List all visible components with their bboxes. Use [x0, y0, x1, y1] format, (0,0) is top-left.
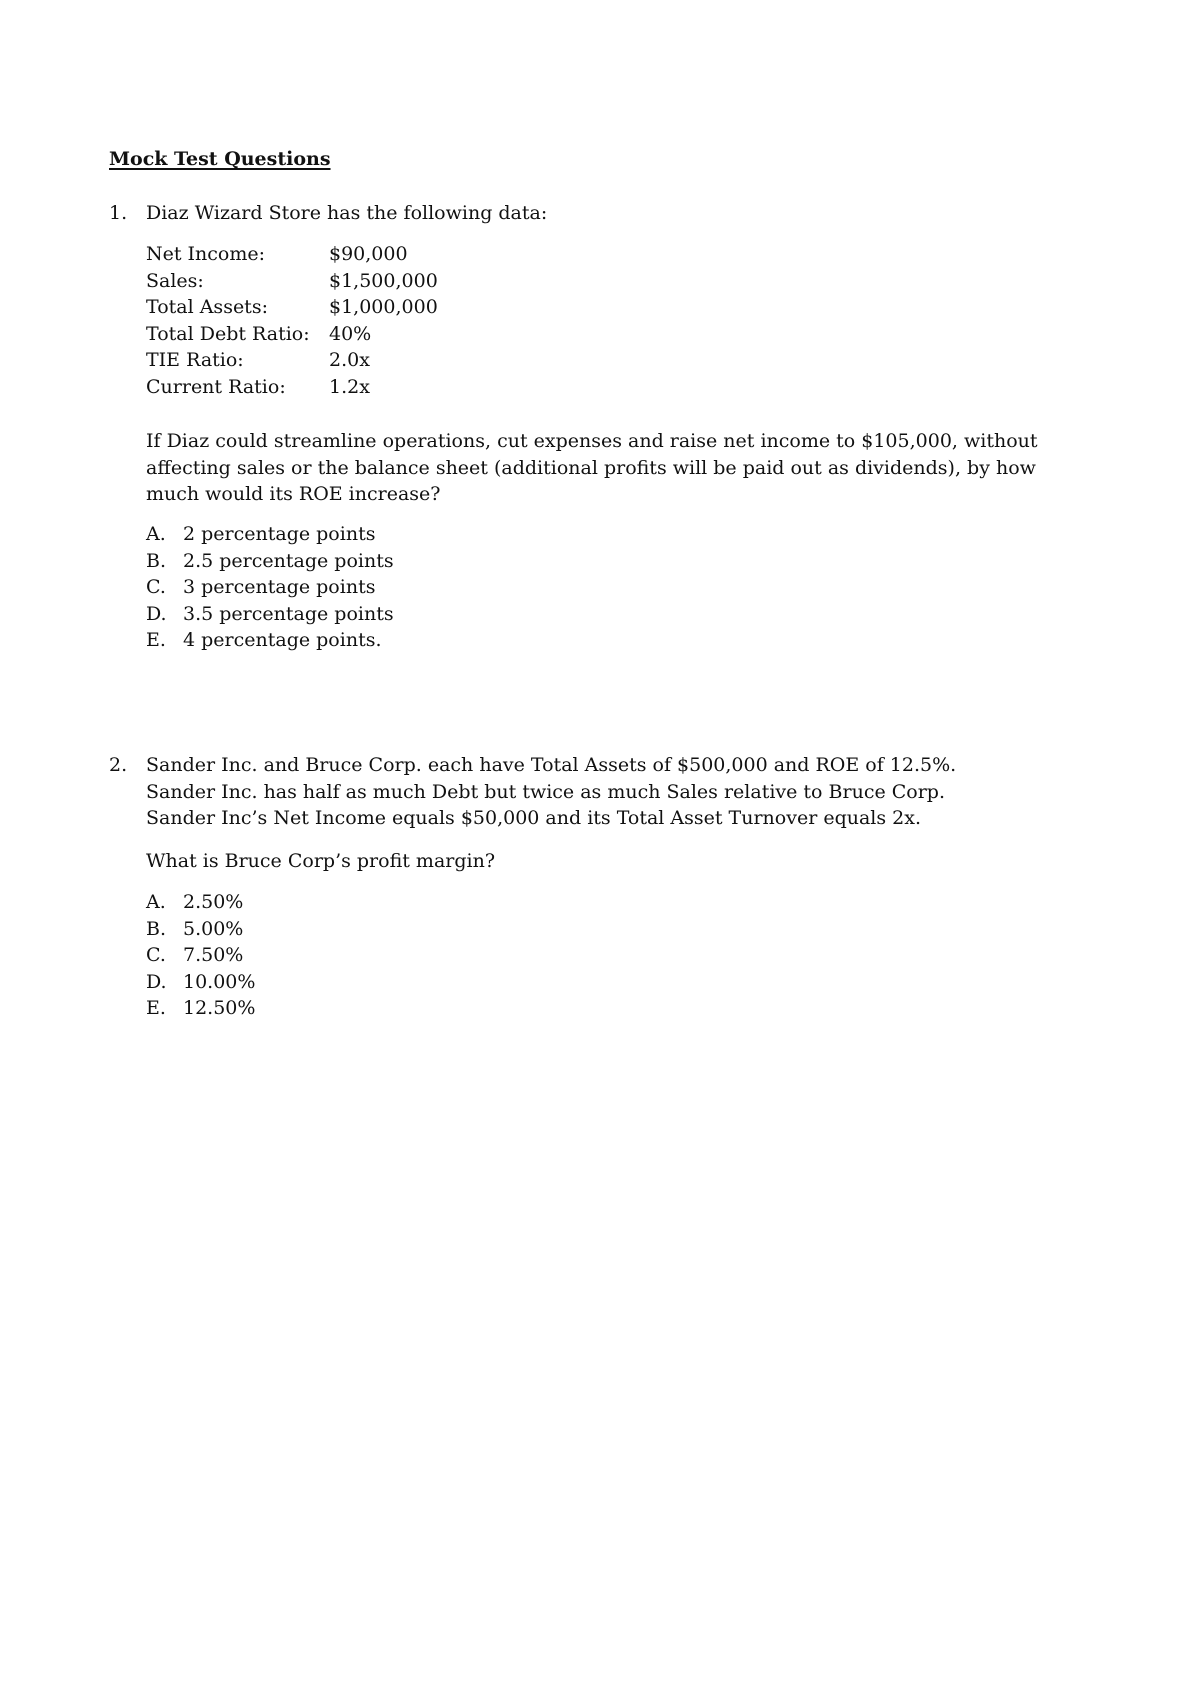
option-letter: B.: [146, 549, 167, 572]
option-text: 2.50%: [183, 891, 244, 913]
option-letter: A.: [146, 523, 166, 545]
option-letter: D.: [146, 970, 167, 993]
question-1-data-table: [146, 241, 1106, 400]
question-2-line: Sander Inc’s Net Income equals $50,000 and its Total Asset Turnover equals 2x.: [146, 807, 922, 829]
option-letter: C.: [146, 944, 166, 966]
question-1-number: 1.: [109, 202, 128, 224]
question-1: [146, 200, 1106, 227]
data-label: Sales:: [146, 269, 204, 292]
answer-option[interactable]: [146, 601, 1106, 628]
option-text: 2 percentage points: [183, 523, 376, 545]
answer-option[interactable]: [146, 521, 1106, 548]
data-label: Total Debt Ratio:: [146, 322, 310, 345]
question-1-intro: Diaz Wizard Store has the following data:: [146, 202, 548, 224]
answer-option[interactable]: [146, 627, 1106, 654]
answer-option[interactable]: [146, 916, 1106, 943]
data-label: Total Assets:: [146, 296, 268, 318]
data-label: Current Ratio:: [146, 375, 286, 398]
answer-option[interactable]: [146, 889, 1106, 916]
answer-option[interactable]: [146, 548, 1106, 575]
data-row: [146, 347, 1106, 374]
question-1-prompt: [146, 428, 1106, 508]
question-2-number: 2.: [109, 754, 128, 776]
option-text: 10.00%: [183, 970, 256, 993]
data-value: $90,000: [329, 243, 408, 265]
question-2-line: Sander Inc. has half as much Debt but twice as much Sales relative to Bruce Corp.: [146, 780, 946, 803]
answer-option[interactable]: [146, 995, 1106, 1022]
option-text: 7.50%: [183, 944, 244, 966]
data-value: $1,500,000: [329, 269, 438, 292]
data-row: [146, 374, 1106, 401]
answer-option[interactable]: [146, 942, 1106, 969]
answer-option[interactable]: [146, 574, 1106, 601]
question-2-prompt: [146, 848, 1106, 875]
option-letter: B.: [146, 917, 167, 940]
data-value: $1,000,000: [329, 296, 438, 318]
option-text: 12.50%: [183, 997, 256, 1019]
option-letter: E.: [146, 629, 166, 651]
data-value: 2.0x: [329, 349, 370, 371]
option-text: 2.5 percentage points: [183, 549, 394, 572]
question-2-text: What is Bruce Corp’s profit margin?: [146, 850, 496, 872]
data-row: [146, 241, 1106, 268]
question-1-text: If Diaz could streamline operations, cut expenses and raise net income to $105,000, without affecting sales or the balance sheet (additional profits will be paid out as dividends), by how much would its ROE increase?: [146, 430, 1038, 505]
option-text: 4 percentage points.: [183, 629, 382, 651]
option-letter: A.: [146, 891, 166, 913]
option-text: 3.5 percentage points: [183, 602, 394, 625]
data-row: [146, 268, 1106, 295]
data-row: [146, 321, 1106, 348]
option-text: 3 percentage points: [183, 576, 376, 598]
data-row: [146, 294, 1106, 321]
data-value: 40%: [329, 322, 372, 345]
data-value: 1.2x: [329, 375, 370, 398]
question-1-options: [146, 521, 1106, 654]
data-label: TIE Ratio:: [146, 349, 244, 371]
option-letter: E.: [146, 997, 166, 1019]
page-title: Mock Test Questions: [109, 148, 331, 170]
option-text: 5.00%: [183, 917, 244, 940]
question-2: [146, 752, 1106, 832]
option-letter: D.: [146, 602, 167, 625]
data-label: Net Income:: [146, 243, 266, 265]
option-letter: C.: [146, 576, 166, 598]
question-2-line: Sander Inc. and Bruce Corp. each have Total Assets of $500,000 and ROE of 12.5%.: [146, 754, 957, 776]
question-2-options: [146, 889, 1106, 1022]
answer-option[interactable]: [146, 969, 1106, 996]
